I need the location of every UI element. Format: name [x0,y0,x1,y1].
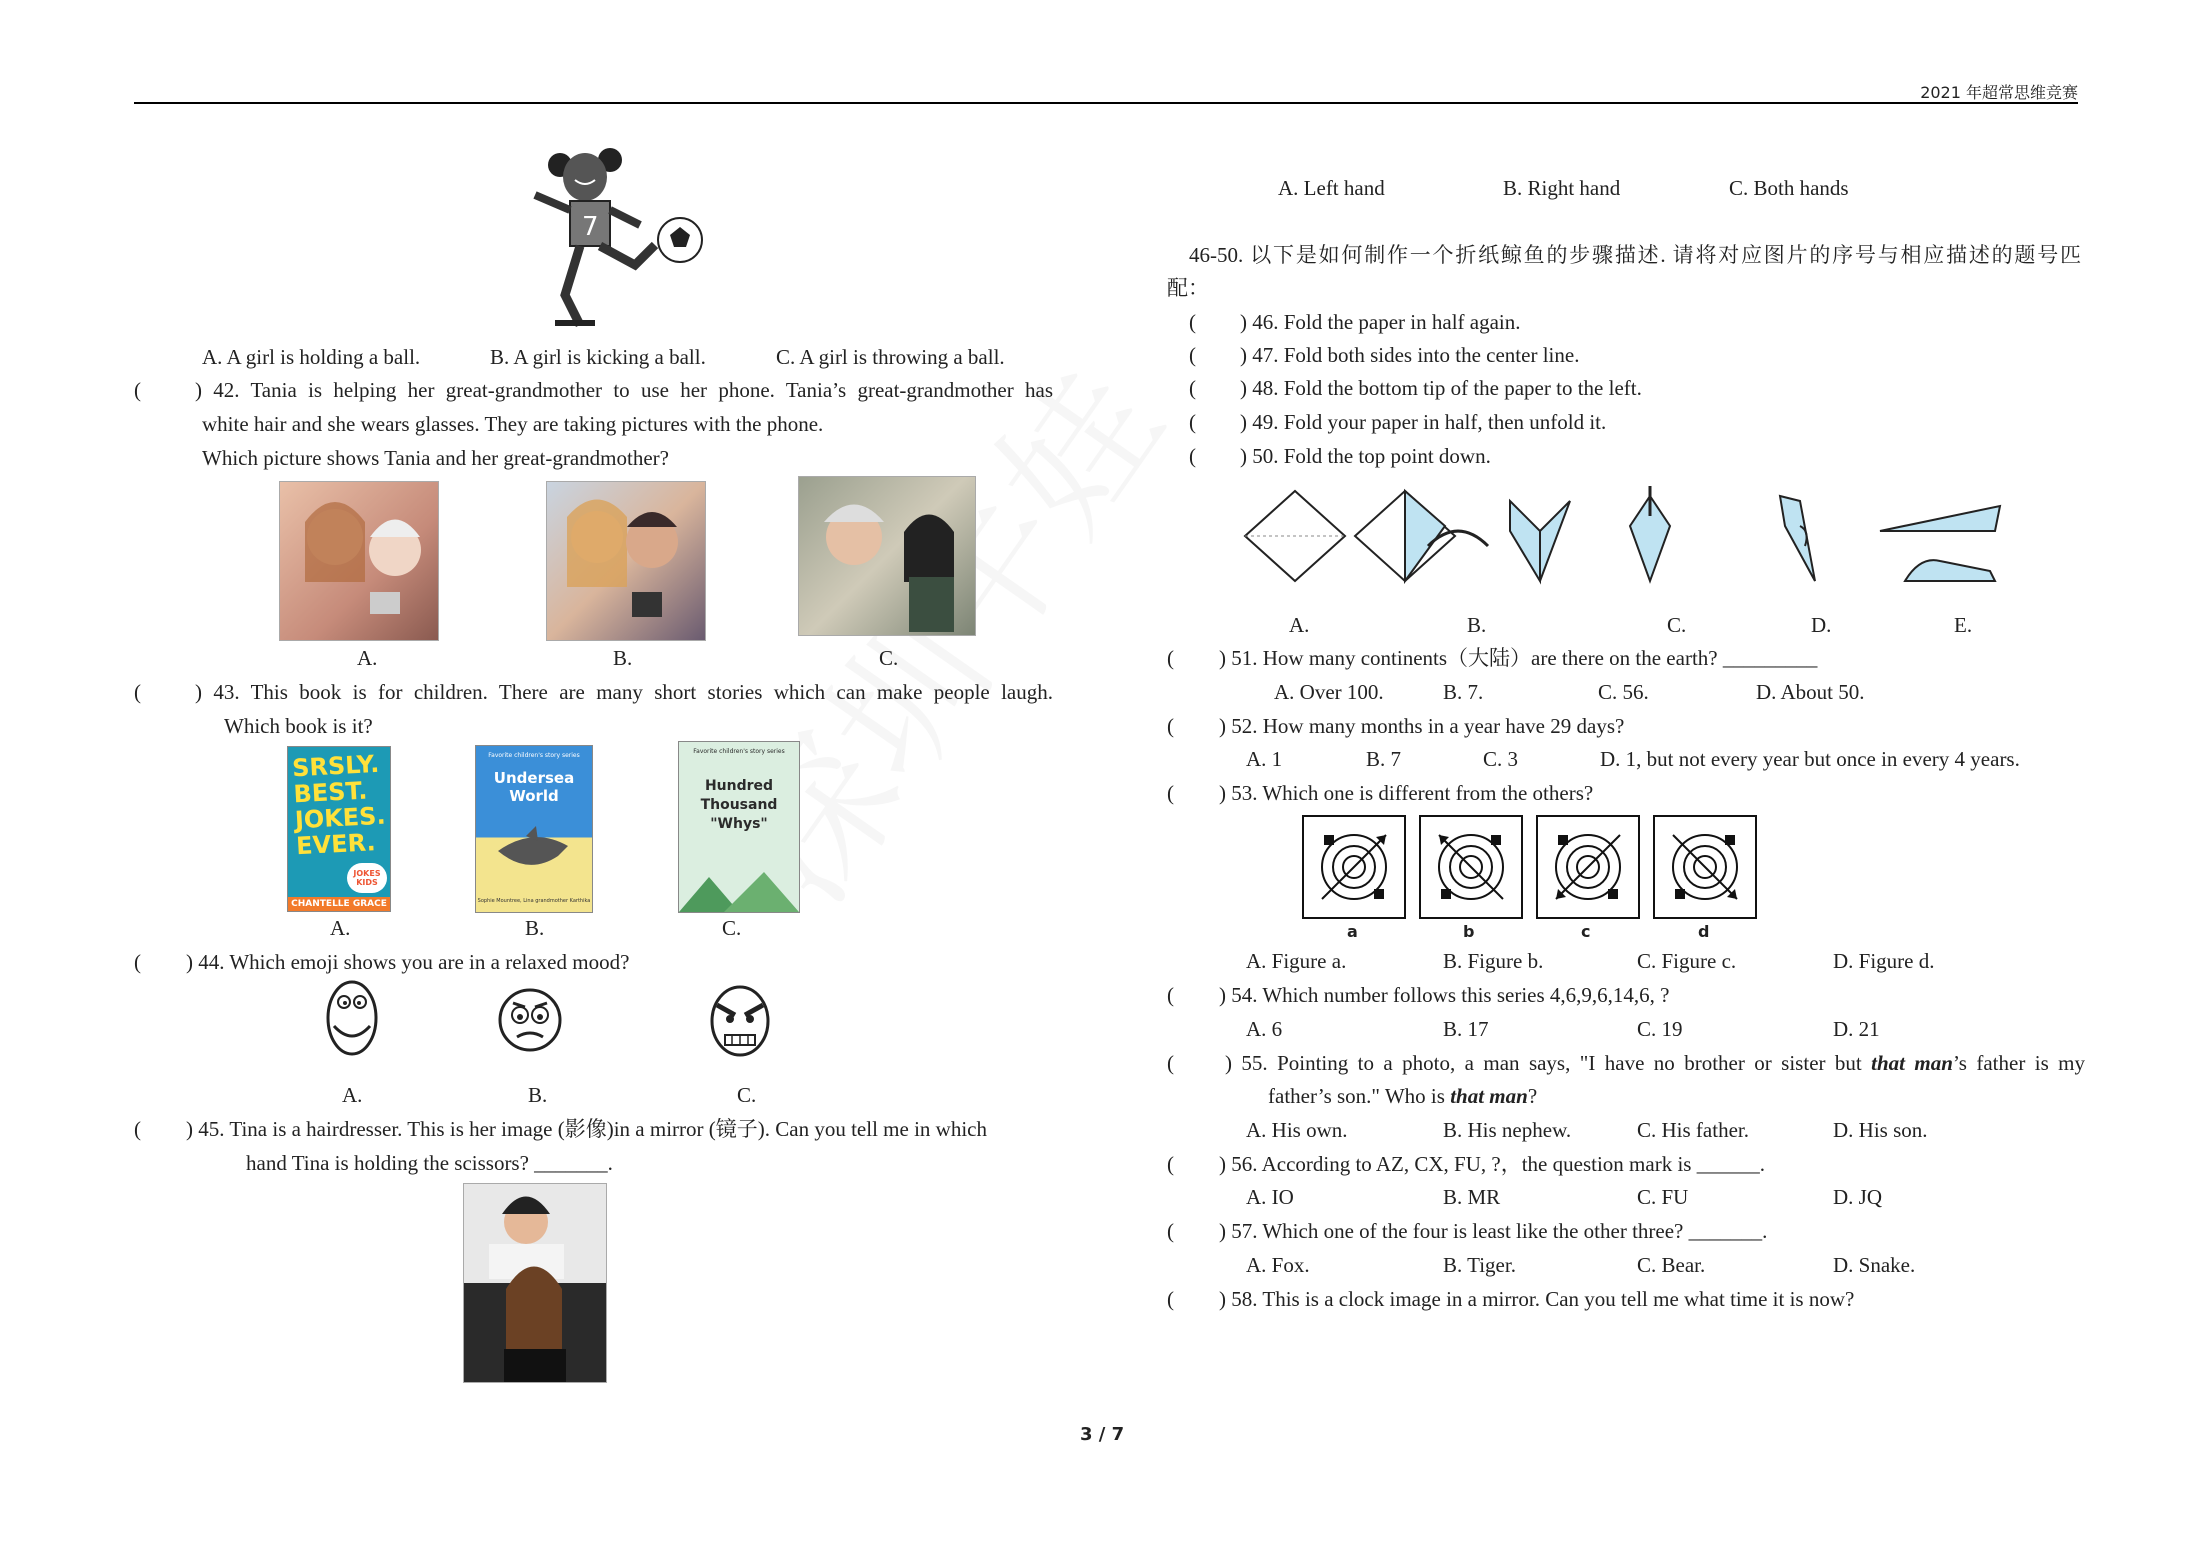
q56-question: ) 56. According to AZ, CX, FU, ?，the question mark is ______. [1219,1152,1765,1176]
q55-option-b: B. His nephew. [1443,1118,1572,1142]
q53-answer-paren[interactable]: ( [1167,781,1174,805]
q53-figure-label-a: a [1347,922,1358,941]
q54-option-a: A. 6 [1246,1017,1283,1041]
q55-option-d: D. His son. [1833,1118,1928,1142]
q43-question: ) 43. This book is for children. There are many short stories which can make people laugh. [195,680,1053,704]
q42-label-c: C. [879,646,899,670]
q43-book-a-author: CHANTELLE GRACE [288,897,390,911]
q58-answer-paren[interactable]: ( [1167,1287,1174,1311]
q43-book-c-cover [678,741,800,913]
q43-label-c: C. [722,916,742,940]
q55-question-end: ’s father is my [1952,1051,2086,1075]
q42-label-b: B. [613,646,633,670]
q42-question-line3: Which picture shows Tania and her great-grandmother? [202,446,669,470]
q55-answer-paren[interactable]: ( [1167,1051,1174,1075]
q52-question: ) 52. How many months in a year have 29 days? [1219,714,1625,738]
q55-question-line2 [1268,1083,1537,1109]
q43-book-a-cover [287,746,391,912]
q43-book-b-title-1: Undersea [493,769,575,787]
q41-option-c: C. A girl is throwing a ball. [776,345,1005,369]
q52-option-d: D. 1, but not every year but once in every 4 years. [1600,747,2020,771]
q45-answer-paren[interactable]: ( [134,1117,141,1141]
q52-answer-paren[interactable]: ( [1167,714,1174,738]
q51-option-a: A. Over 100. [1274,680,1384,704]
q43-book-c-title-2: Thousand [700,797,778,813]
fold-label-d: D. [1811,613,1832,637]
q46-question: ) 46. Fold the paper in half again. [1240,310,1521,334]
q57-option-c: C. Bear. [1637,1253,1706,1277]
q43-book-b-title-2: World [509,787,559,805]
q55-question [1225,1050,2085,1076]
q42-photo-a [279,481,439,641]
q53-option-c: C. Figure c. [1637,949,1737,973]
q43-book-a-badge: JOKES KIDS [347,863,387,893]
hairdresser-photo [463,1183,607,1383]
q47-answer-paren[interactable]: ( [1189,343,1196,367]
q43-book-a-title-1: SRSLY. [291,749,380,783]
q53-figure-b [1419,815,1523,919]
q43-book-c-hills-icon [679,862,799,912]
q46-50-intro-line2: 配： [1167,276,1209,300]
q43-book-b-shark-icon [496,826,572,876]
q42-label-a: A. [357,646,378,670]
q54-option-b: B. 17 [1443,1017,1489,1041]
q42-question: ) 42. Tania is helping her great-grandmother to use her phone. Tania’s great-grandmother has [195,378,1053,402]
q55-emphasis-2: that man [1450,1084,1528,1108]
q57-option-b: B. Tiger. [1443,1253,1516,1277]
q43-question-line2: Which book is it? [224,714,373,738]
q50-answer-paren[interactable]: ( [1189,444,1196,468]
q45-option-b: B. Right hand [1503,176,1621,200]
q42-photo-c [798,476,976,636]
q54-option-d: D. 21 [1833,1017,1880,1041]
q55-line2-end: ? [1527,1084,1538,1108]
fold-label-a: A. [1289,613,1310,637]
relaxed-face-icon [322,978,382,1058]
q43-label-b: B. [525,916,545,940]
q54-answer-paren[interactable]: ( [1167,983,1174,1007]
q45-option-c: C. Both hands [1729,176,1849,200]
q56-answer-paren[interactable]: ( [1167,1152,1174,1176]
svg-text:7: 7 [582,212,599,242]
angry-face-icon [705,983,775,1058]
q41-option-b: B. A girl is kicking a ball. [490,345,706,369]
q57-question: ) 57. Which one of the four is least like the other three? _______. [1219,1219,1768,1243]
q44-question: ) 44. Which emoji shows you are in a relaxed mood? [186,950,630,974]
header-title: 2021 年超常思维竞赛 [1920,83,2078,102]
q54-question: ) 54. Which number follows this series 4,6,9,6,14,6, ? [1219,983,1670,1007]
q42-answer-paren[interactable]: ( [134,378,141,402]
page-number: 3 / 7 [1080,1424,1125,1445]
q42-photo-b [546,481,706,641]
q42-question-line2: white hair and she wears glasses. They are taking pictures with the phone. [202,412,824,436]
q43-book-b-author: Sophie Mountree, Lina grandmother Karthika [477,898,591,904]
q57-option-d: D. Snake. [1833,1253,1916,1277]
q51-answer-paren[interactable]: ( [1167,646,1174,670]
q43-book-a-title-2: BEST. [292,776,368,809]
soccer-girl-image [525,135,715,330]
worried-face-icon [495,985,565,1055]
q44-label-b: B. [528,1083,548,1107]
q53-figure-a [1302,815,1406,919]
q43-book-b-series: Favorite children's story series [488,752,580,759]
q53-figure-label-d: d [1698,922,1710,941]
q53-figure-label-c: c [1581,922,1591,941]
q55-question-start: ) 55. Pointing to a photo, a man says, "I have no brother or sister but [1225,1051,1872,1075]
q56-option-d: D. JQ [1833,1185,1883,1209]
q53-option-d: D. Figure d. [1833,949,1935,973]
q51-option-b: B. 7. [1443,680,1484,704]
q55-option-a: A. His own. [1246,1118,1348,1142]
q52-option-a: A. 1 [1246,747,1283,771]
q49-answer-paren[interactable]: ( [1189,410,1196,434]
q43-book-c-title-1: Hundred [704,778,774,794]
q53-option-b: B. Figure b. [1443,949,1544,973]
q43-book-a-title-4: EVER. [295,828,377,861]
origami-steps-diagram [1240,486,2010,586]
q44-label-c: C. [737,1083,757,1107]
q52-option-c: C. 3 [1483,747,1519,771]
q45-question: ) 45. Tina is a hairdresser. This is her image (影像)in a mirror (镜子). Can you tell me in which [186,1117,987,1141]
q57-answer-paren[interactable]: ( [1167,1219,1174,1243]
q43-book-a-title-3: JOKES. [294,801,387,835]
q43-answer-paren[interactable]: ( [134,680,141,704]
q43-label-a: A. [330,916,351,940]
q57-option-a: A. Fox. [1246,1253,1310,1277]
q56-option-c: C. FU [1637,1185,1689,1209]
q43-book-b-cover [475,745,593,913]
q55-emphasis-1: that man [1871,1051,1953,1075]
q56-option-a: A. IO [1246,1185,1294,1209]
q45-question-line2: hand Tina is holding the scissors? _______. [246,1151,613,1175]
fold-label-b: B. [1467,613,1487,637]
q47-question: ) 47. Fold both sides into the center line. [1240,343,1580,367]
q55-line2-start: father’s son." Who is [1268,1084,1451,1108]
q56-option-b: B. MR [1443,1185,1501,1209]
q53-option-a: A. Figure a. [1246,949,1347,973]
q49-question: ) 49. Fold your paper in half, then unfold it. [1240,410,1607,434]
q53-question: ) 53. Which one is different from the others? [1219,781,1594,805]
fold-label-e: E. [1954,613,1973,637]
q46-answer-paren[interactable]: ( [1189,310,1196,334]
q51-option-d: D. About 50. [1756,680,1865,704]
q48-question: ) 48. Fold the bottom tip of the paper to the left. [1240,376,1642,400]
q48-answer-paren[interactable]: ( [1189,376,1196,400]
q41-option-a: A. A girl is holding a ball. [202,345,421,369]
fold-label-c: C. [1667,613,1687,637]
q44-label-a: A. [342,1083,363,1107]
q51-option-c: C. 56. [1598,680,1649,704]
header-divider [134,102,2078,104]
q53-figure-d [1653,815,1757,919]
q43-book-c-series: Favorite children's story series [693,748,785,755]
q52-option-b: B. 7 [1366,747,1402,771]
q58-question: ) 58. This is a clock image in a mirror. Can you tell me what time it is now? [1219,1287,1855,1311]
q43-book-c-title-3: "Whys" [710,816,768,832]
q55-option-c: C. His father. [1637,1118,1749,1142]
q51-question: ) 51. How many continents（大陆）are there on the earth? _________ [1219,646,1818,670]
q50-question: ) 50. Fold the top point down. [1240,444,1491,468]
q46-50-intro: 46-50. 以下是如何制作一个折纸鲸鱼的步骤描述. 请将对应图片的序号与相应描述的题号匹 [1189,243,2081,267]
q53-figure-label-b: b [1463,922,1475,941]
q44-answer-paren[interactable]: ( [134,950,141,974]
q45-option-a: A. Left hand [1278,176,1385,200]
q54-option-c: C. 19 [1637,1017,1683,1041]
q53-figure-c [1536,815,1640,919]
